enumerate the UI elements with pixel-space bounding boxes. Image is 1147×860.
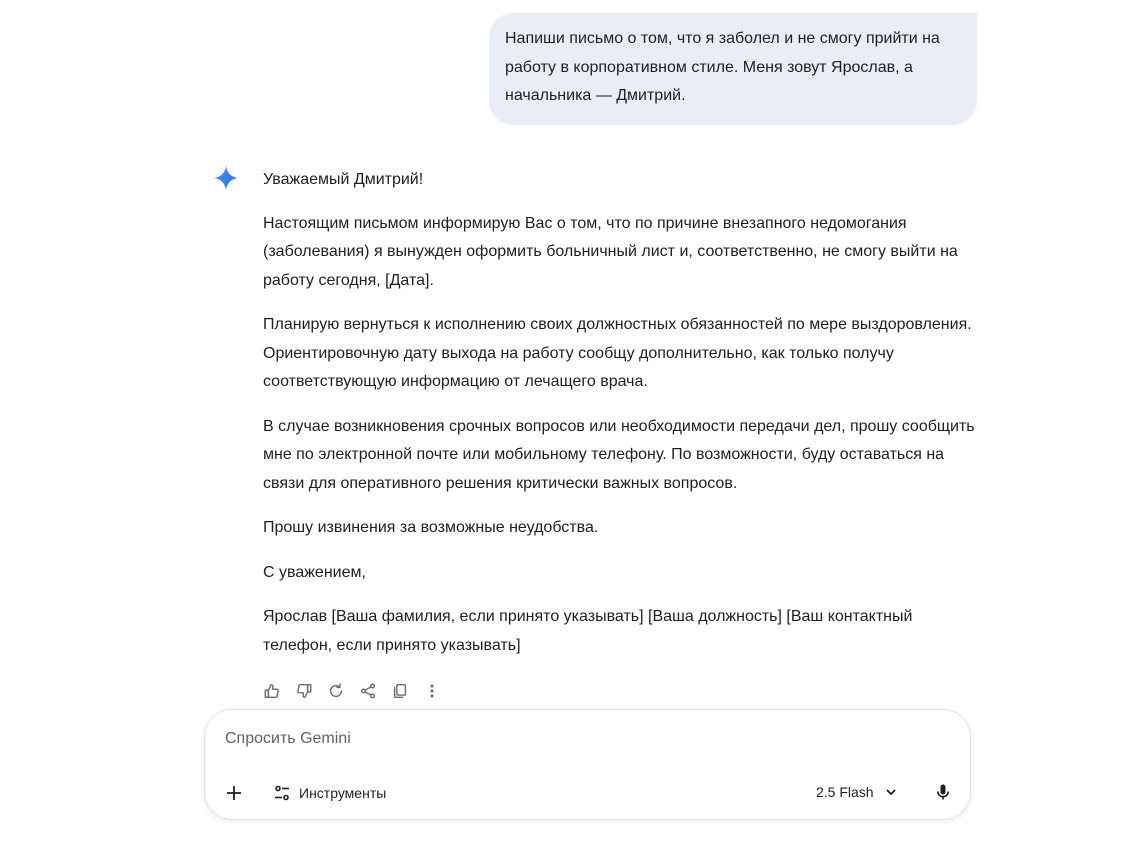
model-response [263, 166, 983, 676]
tools-label: Инструменты [299, 785, 387, 801]
response-actions [262, 681, 442, 701]
model-label: 2.5 Flash [816, 784, 874, 800]
model-selector[interactable] [816, 779, 898, 805]
response-paragraph: Ярослав [Ваша фамилия, если принято указывать] [Ваша должность] [Ваш контактный телефон, если принято указывать] [263, 608, 913, 654]
plus-icon [225, 784, 243, 802]
thumbs-down-icon[interactable] [294, 681, 314, 701]
response-paragraph: Прошу извинения за возможные неудобства. [263, 519, 599, 536]
response-paragraph: Настоящим письмом информирую Вас о том, что по причине внезапного недомогания (заболевания) я вынужден оформить больничный лист и, соответственно, не смогу выйти на работу сегодня, [Дата]. [263, 214, 958, 289]
copy-icon[interactable] [390, 681, 410, 701]
regenerate-icon[interactable] [326, 681, 346, 701]
response-paragraph: С уважением, [263, 563, 366, 581]
microphone-icon [934, 783, 952, 801]
response-paragraph: Планирую вернуться к исполнению своих должностных обязанностей по мере выздоровления. Ориентировочную дату выхода на работу сообщу дополнительно, как только получу соответствующую информацию от лечащего врача. [263, 316, 972, 390]
prompt-input[interactable]: Спросить Gemini [225, 730, 351, 747]
share-icon[interactable] [358, 681, 378, 701]
user-message-text: Напиши письмо о том, что я заболел и не смогу прийти на работу в корпоративном стиле. Меня зовут Ярослав, а начальника — Дмитрий. [505, 30, 940, 104]
prompt-composer [204, 709, 971, 820]
thumbs-up-icon[interactable] [262, 681, 282, 701]
chevron-down-icon [884, 785, 898, 799]
tools-button[interactable] [273, 780, 386, 806]
user-message-bubble [489, 13, 977, 125]
tools-icon [273, 784, 291, 802]
response-paragraph: Уважаемый Дмитрий! [263, 171, 424, 188]
add-attachment-button[interactable] [221, 780, 247, 806]
gemini-spark-icon [213, 165, 239, 191]
microphone-button[interactable] [931, 780, 955, 804]
response-paragraph: В случае возникновения срочных вопросов или необходимости передачи дел, прошу сообщить мне по электронной почте или мобильному телефону. По возможности, буду оставаться на связи для оперативного решения критически важных вопросов. [263, 417, 975, 492]
more-vert-icon[interactable] [422, 681, 442, 701]
